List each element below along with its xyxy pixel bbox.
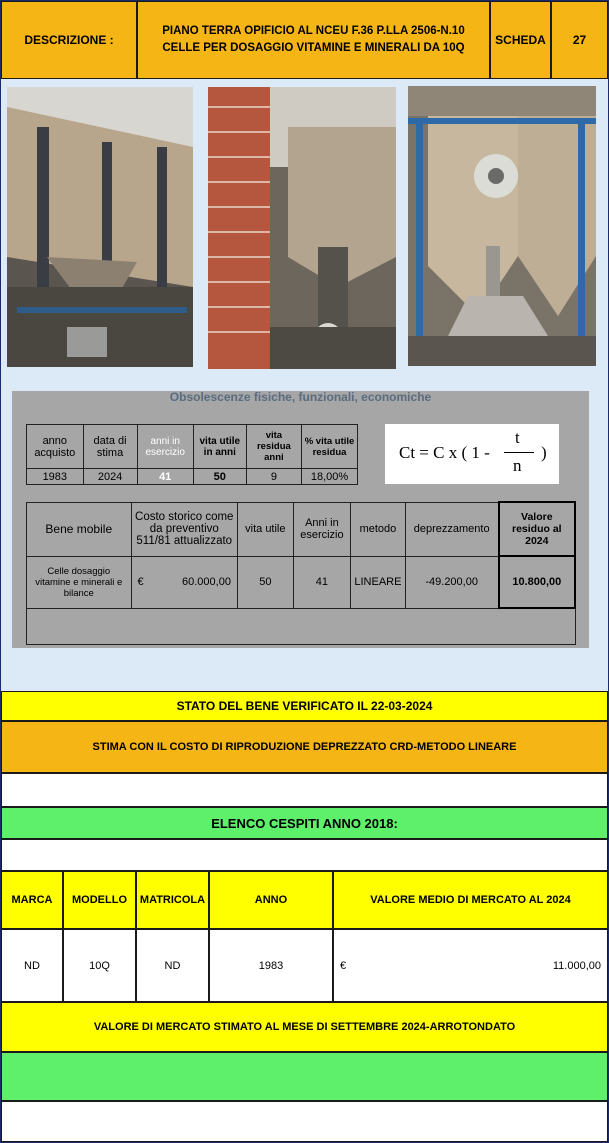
market-value-green-row	[1, 1052, 608, 1101]
assets-hdr-modello: MODELLO	[63, 871, 136, 929]
blank-row-2	[1, 839, 608, 871]
assets-hdr-valore-medio: VALORE MEDIO DI MERCATO AL 2024	[333, 871, 608, 929]
market-value-label: VALORE DI MERCATO STIMATO AL MESE DI SETTEMBRE 2024-ARROTONDATO	[1, 1002, 608, 1052]
hdr-vita-utile-2: vita utile	[237, 502, 293, 556]
formula-fraction-bar	[504, 452, 534, 453]
assets-row-currency: €	[340, 959, 347, 972]
blank-row-3	[1, 1101, 608, 1142]
hdr-bene-mobile: Bene mobile	[27, 502, 132, 556]
hdr-anni-esercizio-2: Anni in esercizio	[293, 502, 350, 556]
blank-row-1	[1, 773, 608, 807]
formula-numerator: t	[515, 428, 520, 447]
assets-row-matricola: ND	[136, 929, 209, 1002]
row-metodo: LINEARE	[351, 556, 406, 608]
row-costo-storico	[131, 556, 237, 608]
formula-denominator: n	[513, 456, 522, 475]
hdr-vita-utile: vita utile in anni	[193, 425, 246, 469]
assets-hdr-anno: ANNO	[209, 871, 333, 929]
hdr-metodo: metodo	[351, 502, 406, 556]
assets-title: ELENCO CESPITI ANNO 2018:	[1, 807, 608, 839]
row-valore-residuo: 10.800,00	[499, 556, 575, 608]
scheda-number: 27	[551, 1, 608, 79]
val-anno-acquisto: 1983	[27, 469, 84, 485]
hdr-anno-acquisto: anno acquisto	[27, 425, 84, 469]
val-pct-vita-residua: 18,00%	[302, 469, 358, 485]
hdr-vita-residua: vita residua anni	[246, 425, 301, 469]
valuation-empty-row	[27, 608, 576, 644]
assets-row-marca: ND	[1, 929, 63, 1002]
assets-row-modello: 10Q	[63, 929, 136, 1002]
description-label: DESCRIZIONE :	[1, 1, 137, 79]
header-title-line2: CELLE PER DOSAGGIO VITAMINE E MINERALI DA 10Q	[162, 42, 465, 54]
hdr-anni-esercizio: anni in esercizio	[137, 425, 193, 469]
hdr-data-stima: data di stima	[83, 425, 137, 469]
depreciation-formula	[385, 424, 559, 484]
photo-dosing-cells-2	[208, 87, 396, 369]
scheda-label: SCHEDA	[490, 1, 551, 79]
photo-dosing-cells-1	[7, 87, 193, 367]
assets-hdr-marca: MARCA	[1, 871, 63, 929]
assets-hdr-matricola: MATRICOLA	[136, 871, 209, 929]
val-vita-utile: 50	[193, 469, 246, 485]
status-method: STIMA CON IL COSTO DI RIPRODUZIONE DEPREZZATO CRD-METODO LINEARE	[1, 721, 608, 773]
row-bene: Celle dosaggio vitamine e minerali e bilance	[27, 556, 132, 608]
val-anni-esercizio: 41	[137, 469, 193, 485]
photo-dosing-cells-3	[408, 86, 596, 366]
header-title	[137, 1, 490, 79]
obsolescence-table	[26, 424, 358, 485]
row-costo-value: 60.000,00	[182, 576, 231, 588]
hdr-valore-residuo: Valore residuo al 2024	[499, 502, 575, 556]
row-anni-esercizio: 41	[293, 556, 350, 608]
hdr-costo-storico: Costo storico come da preventivo 511/81 attualizzato	[131, 502, 237, 556]
val-data-stima: 2024	[83, 469, 137, 485]
assets-row-valore	[333, 929, 608, 1002]
assets-row-valore-value: 11.000,00	[552, 959, 601, 972]
obsolescence-title: Obsolescenze fisiche, funzionali, economiche	[169, 390, 432, 404]
valuation-table	[26, 501, 576, 645]
val-vita-residua: 9	[246, 469, 301, 485]
hdr-pct-vita-residua: % vita utile residua	[302, 425, 358, 469]
header-title-line1: PIANO TERRA OPIFICIO AL NCEU F.36 P.LLA 2506-N.10	[162, 25, 465, 37]
assets-row-anno: 1983	[209, 929, 333, 1002]
hdr-deprezzamento: deprezzamento	[405, 502, 498, 556]
status-verified: STATO DEL BENE VERIFICATO IL 22-03-2024	[1, 691, 608, 721]
row-costo-currency: €	[137, 576, 144, 588]
formula-lhs: Ct = C x ( 1 -	[399, 443, 490, 462]
formula-close: )	[541, 443, 547, 462]
row-vita-utile: 50	[237, 556, 293, 608]
row-deprezzamento: -49.200,00	[405, 556, 498, 608]
